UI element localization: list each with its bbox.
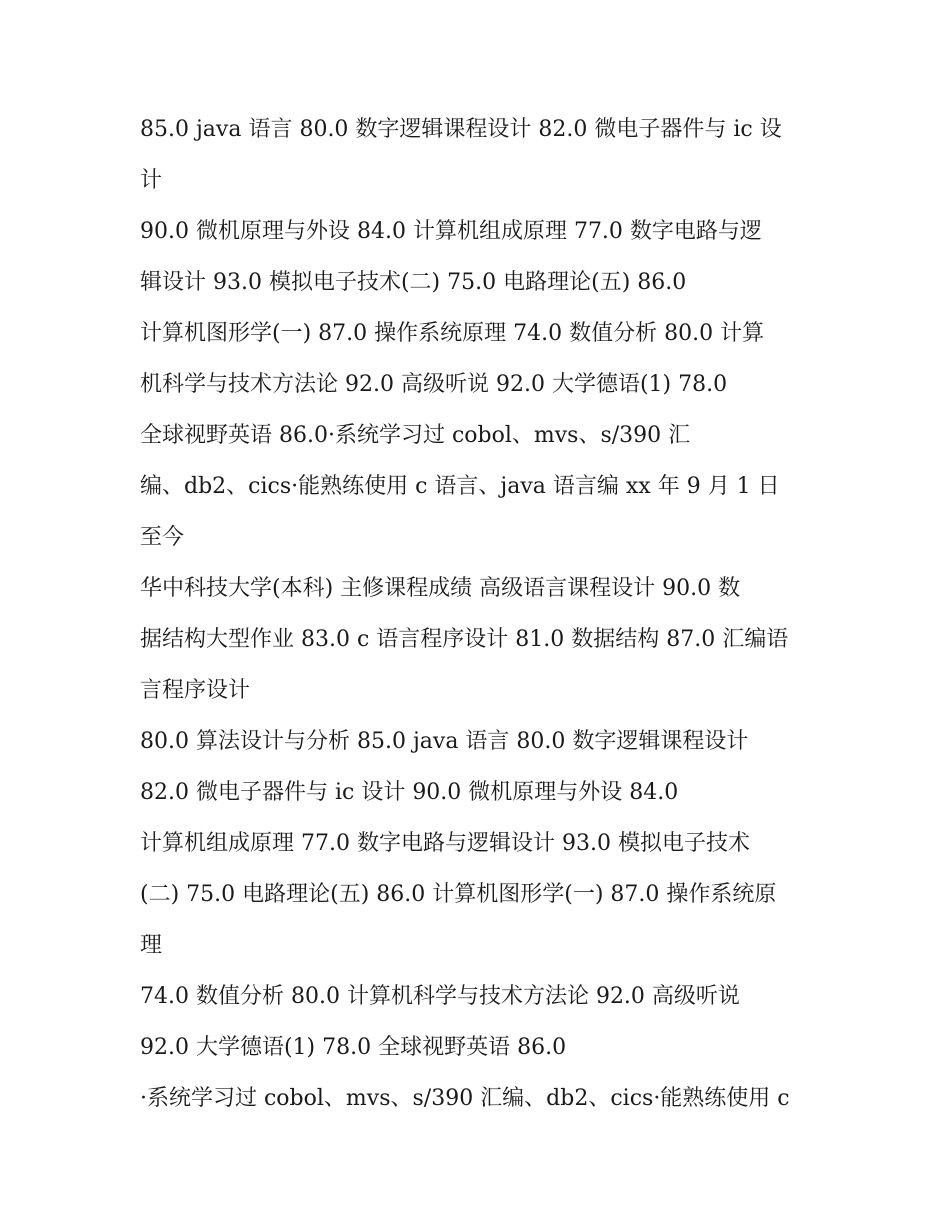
text-line: 理 [140, 933, 163, 958]
text-line: 编、db2、cics·能熟练使用 c 语言、java 语言编 xx 年 9 月 1 日 [140, 474, 780, 499]
text-line: 计算机组成原理 77.0 数字电路与逻辑设计 93.0 模拟电子技术 [140, 831, 750, 856]
text-line: 言程序设计 [140, 678, 251, 703]
text-line: 据结构大型作业 83.0 c 语言程序设计 81.0 数据结构 87.0 汇编语 [140, 627, 789, 652]
text-line: 计 [140, 168, 163, 193]
text-line: 机科学与技术方法论 92.0 高级听说 92.0 大学德语(1) 78.0 [140, 372, 728, 397]
text-line: 90.0 微机原理与外设 84.0 计算机组成原理 77.0 数字电路与逻 [140, 219, 762, 244]
text-line: 至今 [140, 525, 185, 550]
text-line: 辑设计 93.0 模拟电子技术(二) 75.0 电路理论(五) 86.0 [140, 270, 687, 295]
text-line: (二) 75.0 电路理论(五) 86.0 计算机图形学(一) 87.0 操作系统原 [140, 882, 777, 907]
text-line: 82.0 微电子器件与 ic 设计 90.0 微机原理与外设 84.0 [140, 780, 679, 805]
document-text [140, 104, 830, 1124]
text-line: 80.0 算法设计与分析 85.0 java 语言 80.0 数字逻辑课程设计 [140, 729, 749, 754]
text-line: 85.0 java 语言 80.0 数字逻辑课程设计 82.0 微电子器件与 ic 设 [140, 117, 782, 142]
text-line: 全球视野英语 86.0·系统学习过 cobol、mvs、s/390 汇 [140, 423, 691, 448]
text-line: 92.0 大学德语(1) 78.0 全球视野英语 86.0 [140, 1035, 567, 1060]
text-line: 74.0 数值分析 80.0 计算机科学与技术方法论 92.0 高级听说 [140, 984, 740, 1009]
text-line: 计算机图形学(一) 87.0 操作系统原理 74.0 数值分析 80.0 计算 [140, 321, 765, 346]
text-line: 华中科技大学(本科) 主修课程成绩 高级语言课程设计 90.0 数 [140, 576, 741, 601]
text-line: ·系统学习过 cobol、mvs、s/390 汇编、db2、cics·能熟练使用 c [140, 1086, 790, 1111]
